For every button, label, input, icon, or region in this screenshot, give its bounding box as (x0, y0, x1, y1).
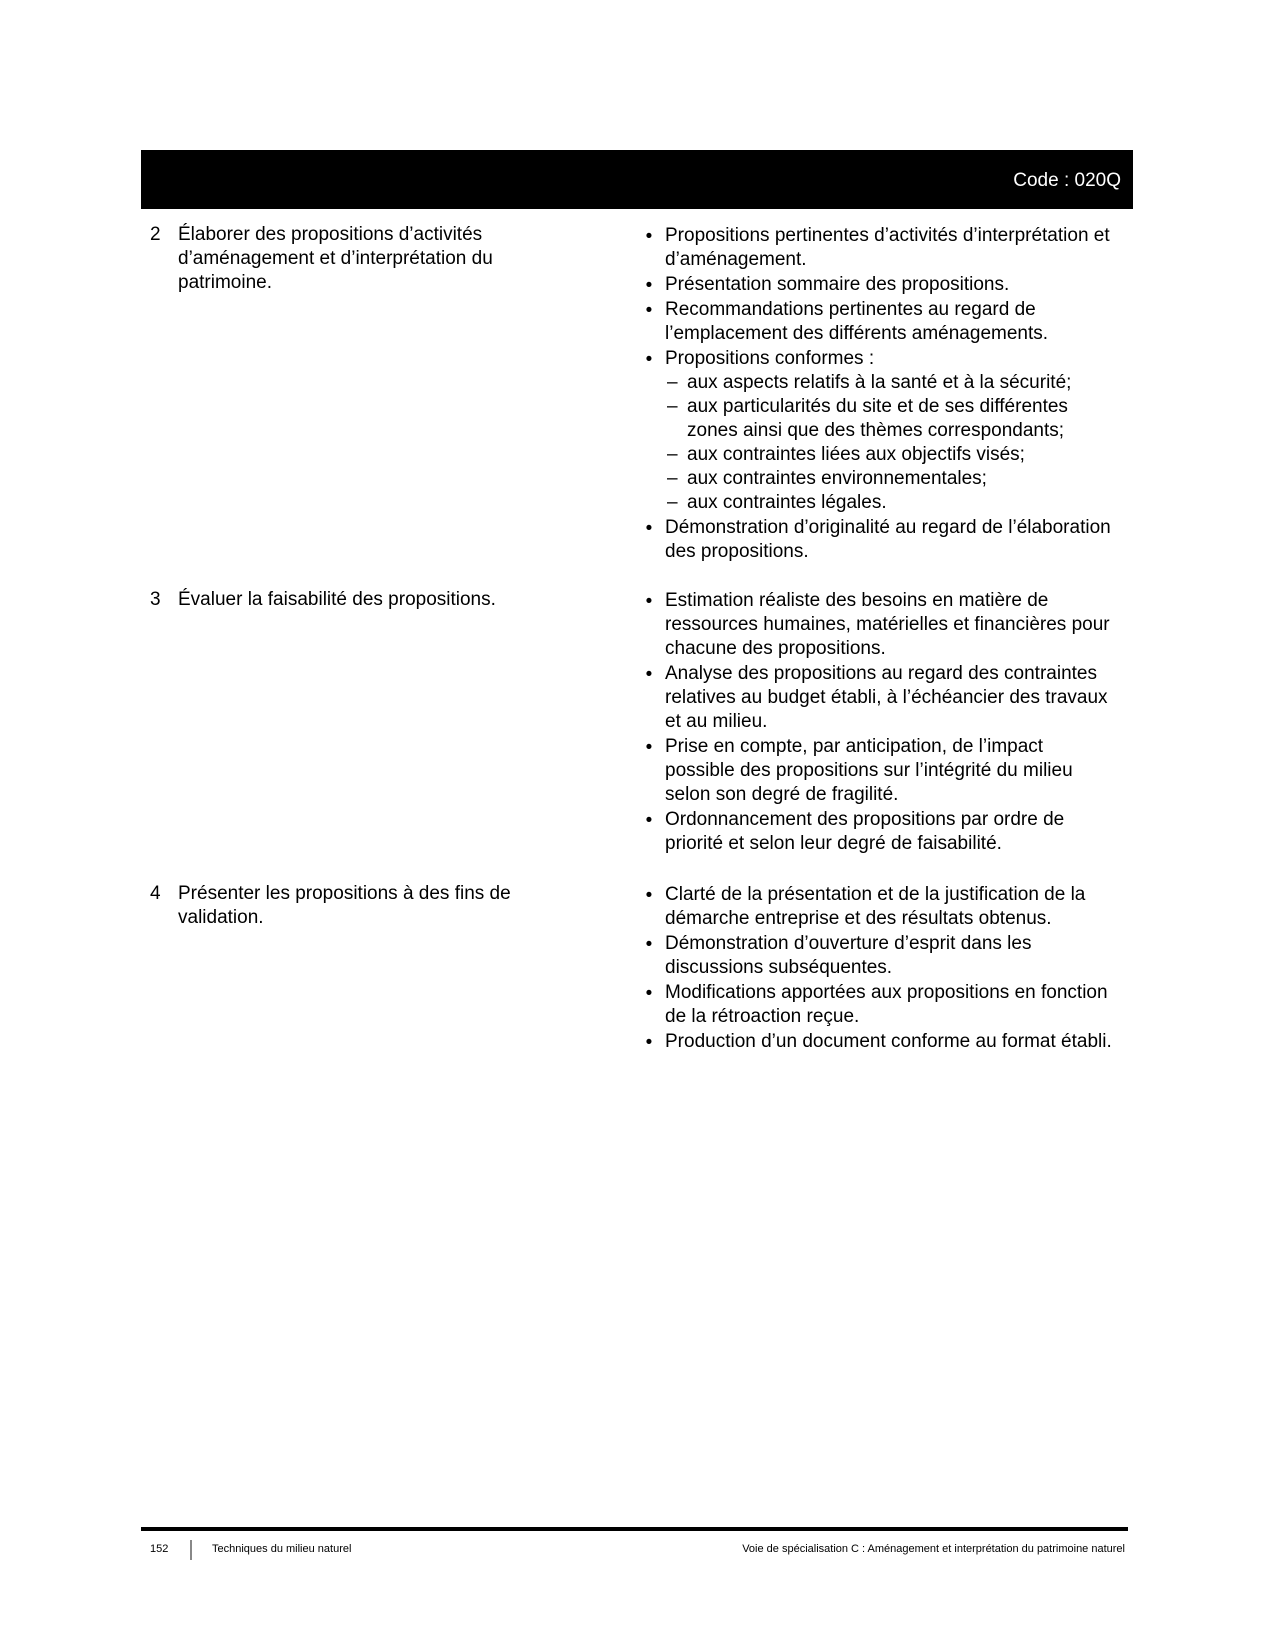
element-2 (150, 223, 590, 295)
header-bar (141, 150, 1133, 209)
dash-icon: – (667, 444, 678, 465)
dash-icon: – (667, 468, 678, 489)
element-label: Présenter les propositions à des fins de validation. (178, 883, 511, 928)
specialization-name: Voie de spécialisation C : Aménagement et interprétation du patrimoine naturel (742, 1543, 1125, 1555)
criterion-item: • Clarté de la présentation et de la justification de la démarche entreprise et des résultats obtenus. (645, 884, 1086, 929)
bullet-icon: • (645, 983, 653, 1004)
bullet-icon: • (645, 885, 653, 906)
sub-criterion: – aux contraintes liées aux objectifs visés; (667, 444, 1025, 465)
page-number: 152 (150, 1543, 169, 1555)
bullet-icon: • (645, 518, 653, 539)
bullet-icon: • (645, 591, 653, 612)
bullet-icon: • (645, 300, 653, 321)
bullet-icon: • (645, 934, 653, 955)
bullet-icon: • (645, 664, 653, 685)
element-4 (150, 882, 590, 930)
criterion-item: • Production d’un document conforme au format établi. (645, 1031, 1112, 1053)
footer-separator (190, 1540, 192, 1560)
criterion-item: • Modifications apportées aux propositions en fonction de la rétroaction reçue. (645, 982, 1108, 1027)
criterion-item: • Propositions conformes : – aux aspects relatifs à la santé et à la sécurité; – aux particularités du site et de ses différentes zones ainsi que des thèmes correspondants; – aux contraintes liées aux objectifs visés; – aux contraintes environnementales; – aux contraintes légales. (643, 347, 1113, 515)
program-name: Techniques du milieu naturel (212, 1543, 352, 1555)
criterion-item: • Recommandations pertinentes au regard de l’emplacement des différents aménagements. (645, 299, 1049, 344)
sub-criterion: – aux contraintes légales. (667, 492, 887, 513)
dash-icon: – (667, 396, 678, 417)
sub-criterion: – aux contraintes environnementales; (667, 468, 987, 489)
criterion-item: • Démonstration d’originalité au regard de l’élaboration des propositions. (645, 517, 1111, 562)
bullet-icon: • (645, 275, 653, 296)
criteria-2 (643, 224, 1113, 565)
criterion-item: • Propositions pertinentes d’activités d’interprétation et d’aménagement. (645, 225, 1110, 270)
bullet-icon: • (645, 349, 653, 370)
criteria-4 (643, 883, 1113, 1055)
element-number: 4 (150, 883, 161, 904)
bullet-icon: • (645, 737, 653, 758)
course-code: Code : 020Q (1013, 170, 1121, 191)
criterion-item: • Estimation réaliste des besoins en matière de ressources humaines, matérielles et financières pour chacune des propositions. (645, 590, 1110, 659)
element-label: Élaborer des propositions d’activités d’aménagement et d’interprétation du patrimoine. (178, 224, 493, 293)
dash-icon: – (667, 372, 678, 393)
criterion-item: • Démonstration d’ouverture d’esprit dans les discussions subséquentes. (645, 933, 1032, 978)
element-3 (150, 588, 590, 612)
criterion-item: • Présentation sommaire des propositions. (645, 274, 1010, 296)
sub-criterion: – aux particularités du site et de ses différentes zones ainsi que des thèmes correspondants; (667, 396, 1068, 441)
criterion-item: • Prise en compte, par anticipation, de l’impact possible des propositions sur l’intégrité du milieu selon son degré de fragilité. (645, 736, 1073, 805)
element-number: 3 (150, 589, 161, 610)
criterion-item: • Analyse des propositions au regard des contraintes relatives au budget établi, à l’échéancier des travaux et au milieu. (645, 663, 1108, 732)
bullet-icon: • (645, 226, 653, 247)
footer-rule (141, 1527, 1128, 1531)
dash-icon: – (667, 492, 678, 513)
criteria-3 (643, 589, 1113, 857)
element-number: 2 (150, 224, 161, 245)
element-label: Évaluer la faisabilité des propositions. (178, 589, 496, 610)
sub-criterion: – aux aspects relatifs à la santé et à la sécurité; (667, 372, 1072, 393)
bullet-icon: • (645, 810, 653, 831)
criterion-item: • Ordonnancement des propositions par ordre de priorité et selon leur degré de faisabilité. (645, 809, 1065, 854)
bullet-icon: • (645, 1032, 653, 1053)
